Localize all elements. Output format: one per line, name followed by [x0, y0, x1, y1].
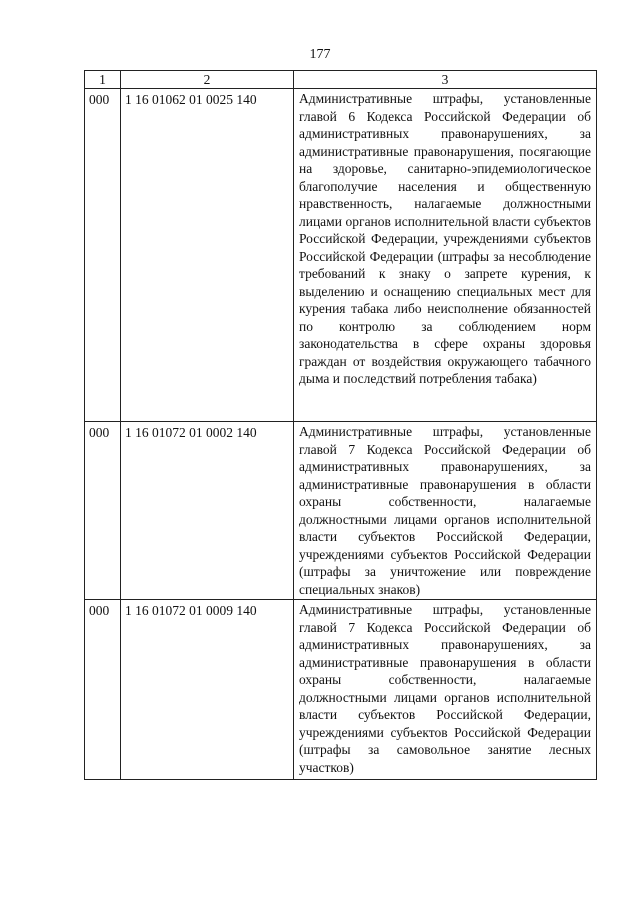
- description-cell: Административные штрафы, установленные главой 6 Кодекса Российской Федерации об административных правонарушениях, за административные правонарушения, посягающие на здоровье, санитарно-эпидемиологическое благополучие населения и общественную нравственность, налагаемые должностными лицами органов исполнительной власти субъектов Российской Федерации, учреждениями субъектов Российской Федерации (штрафы за несоблюдение требований к знаку о запрете курения, к выделению и оснащению специальных мест для курения табака либо неисполнение обязанностей по контролю за соблюдением норм законодательства в сфере охраны здоровья граждан от воздействия окружающего табачного дыма и последствий потребления табака): [294, 89, 597, 422]
- table-header-row: [85, 71, 597, 89]
- budget-classification-table: [84, 70, 597, 780]
- description-cell: Административные штрафы, установленные главой 7 Кодекса Российской Федерации об административных правонарушениях, за административные правонарушения в области охраны собственности, налагаемые должностными лицами органов исполнительной власти субъектов Российской Федерации, учреждениями субъектов Российской Федерации (штрафы за самовольное занятие лесных участков): [294, 600, 597, 780]
- admin-code-cell: 000: [85, 422, 121, 600]
- table-row: [85, 422, 597, 600]
- page-number: 177: [309, 47, 331, 62]
- admin-code-cell: 000: [85, 600, 121, 780]
- column-header-1: 1: [85, 71, 121, 89]
- kbk-code-cell: 1 16 01072 01 0002 140: [121, 422, 294, 600]
- table-row: [85, 89, 597, 422]
- kbk-code-cell: 1 16 01072 01 0009 140: [121, 600, 294, 780]
- table-row: [85, 600, 597, 780]
- kbk-code-cell: 1 16 01062 01 0025 140: [121, 89, 294, 422]
- description-cell: Административные штрафы, установленные главой 7 Кодекса Российской Федерации об административных правонарушениях, за административные правонарушения в области охраны собственности, налагаемые должностными лицами органов исполнительной власти субъектов Российской Федерации, учреждениями субъектов Российской Федерации (штрафы за уничтожение или повреждение специальных знаков): [294, 422, 597, 600]
- admin-code-cell: 000: [85, 89, 121, 422]
- column-header-2: 2: [121, 71, 294, 89]
- column-header-3: 3: [294, 71, 597, 89]
